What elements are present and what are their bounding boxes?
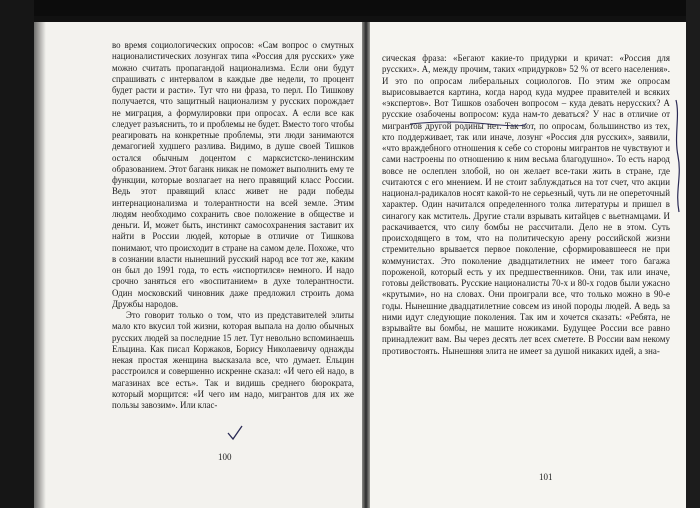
right-page-text (382, 53, 670, 357)
right-paragraph-1: сическая фраза: «Бегают какие-то придурки и кричат: «Россия для русских». А, между прочим, таких «придурков» 52 % от всего населения». И это по опросам либеральных социологов. По этим же опросам вырисовывается картина, когда народ куда мудрее правителей и всяких «экспертов». Вот Тишков озабочен вопросом – куда девать нерусских? А русские озабочены вопросом: куда нам-то деваться? У нас в отличие от мигрантов другой родины нет. Так вот, по опросам, большинство из тех, кто поддерживает, так или иначе, лозунг «Россия для русских», заявили, «что враждебного отношения к себе со стороны мигрантов не чувствуют и сами настроены по отношению к ним весьма благодушно». То есть народ вовсе не ослеплен злобой, но он желает все-таки жить в стране, где считаются с его мнением. И не стоит заблуждаться на тот счет, что акции национал-радикалов носят какой-то не серьезный, чуть ли не опереточный характер. Один начитался определенного толка литературы и пришел в синагогу как мститель. Другие стали взрывать китайцев с вьетнамцами. И раскачивается, что силу бомбы не рассчитали. Дело не в этом. Суть происходящего в том, что на политическую арену российской жизни стремительно врывается первое поколение, сформировавшееся не при коммунистах. Это поколение двадцатилетних не имеет того багажа пороженой, который есть у их предшественников. Они, так или иначе, готовы действовать. Русские националисты 70-х и 80-х годов были ужасно «крутыми», но на словах. Они проиграли все, что только можно в 90-е годы. Нынешние двадцатилетние совсем из иной породы людей. А ведь за ними идут следующие поколения. Так им и хочется сказать: «Ребята, не взрывайте вы бомбы, не машите ножиками. Будущее России все равно принадлежит вам. Вы через десять лет всех сметете. В России вам некому противостоять. Нынешняя элита не имеет за душой никаких идей, а зна- (382, 53, 670, 356)
left-paragraph-2: Это говорит только о том, что из представителей элиты мало кто вкусил той жизни, которая выпала на долю обычных русских людей за последние 15 лет. Тут невольно вспоминаешь Ельцина. Как писал Коржаков, Борису Николаевичу однажды некая простая женщина высказала все, что думает. Ельцин расстроился и совершенно искренне сказал: «И чего ей надо, в магазинах все есть». Так и видишь среднего бюрократа, который морщится: «И чего им надо, мигрантов для их же пользы завозим». Или клас- (112, 310, 354, 410)
pen-underline-mark (408, 118, 528, 128)
scan-border-top (0, 0, 700, 16)
scan-border-left (0, 0, 34, 508)
page-shadow (34, 22, 46, 508)
scan-border-right (686, 0, 700, 508)
book-gutter (362, 22, 370, 508)
right-page-number: 101 (539, 472, 553, 482)
left-page-number: 100 (218, 452, 232, 462)
left-page-text (112, 40, 354, 411)
left-paragraph-1: во время социологических опросов: «Сам вопрос о смутных националистических лозунгах типа «Россия для русских» уже можно считать пропагандой национализма. Если они будут спрашивать с интервалом в каждые две недели, то процент будет расти и расти». Тут что ни фраза, то перл. По Тишкову получается, что защитный национализм у русских порождает не миграция, а формулировки при опросах. А если все как следует разъяснить, то и проблемы не будет. Вместо того чтобы реагировать на конкретные проблемы, эти люди занимаются демагогией худшего разлива. Видимо, в душе своей Тишков остался обычным доцентом с марксистско-ленинским образованием. Этот баганк никак не поможет выполнить ему те функции, которые возлагает на него правящий класс России. Ведь этот правящий класс живет не ради победы интернационализма и толерантности на всей земле. Этим людям необходимо сохранить свое положение в обществе и деньги. И, может быть, инстинкт самосохранения заставит их найти в России людей, которые в отличие от Тишкова понимают, что происходит в стране на самом деле. Похоже, что в сознании власти нынешний русский народ все тот же, каким он был до 1991 года, то есть «испортился» немного. И надо срочно заняться его «воспитанием» в духе толерантности. Один московский чиновник даже предложил строить дома Дружбы народов. (112, 40, 354, 309)
pen-checkmark (226, 424, 244, 442)
pen-margin-mark (668, 96, 688, 216)
